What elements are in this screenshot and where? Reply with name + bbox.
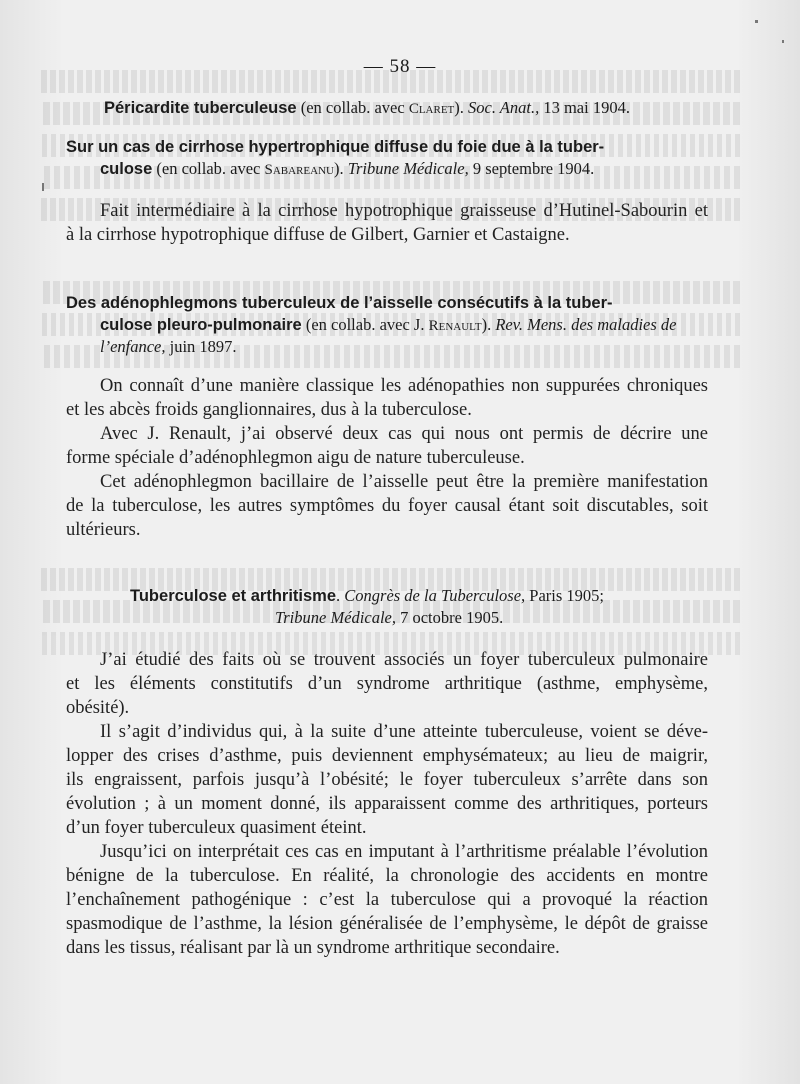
journal-name: Soc. Anat., [468, 98, 540, 117]
paragraph-line: de la tuberculose, les autres symptômes du foyer causal étant soit discutables, soit [66, 496, 708, 516]
paragraph-line: spasmodique de l’asthme, la lésion généralisée de l’emphysème, le dépôt de graisse [66, 914, 708, 934]
paragraph-line: à la cirrhose hypotrophique diffuse de Gilbert, Garnier et Castaigne. [66, 225, 570, 245]
journal-name: Tribune Médicale, [275, 608, 396, 627]
journal-name: Rev. Mens. des maladies de [495, 315, 677, 334]
paragraph-line: lopper des crises d’asthme, puis deviennent emphysémateux; au lieu de maigrir, [66, 746, 708, 766]
paragraph-line: d’un foyer tuberculeux quasiment éteint. [66, 818, 367, 838]
paragraph-line: Avec J. Renault, j’ai observé deux cas qui nous ont permis de décrire une [100, 424, 708, 444]
entry-cirrhose [66, 136, 708, 180]
paragraph-line: et les abcès froids ganglionnaires, dus à la tuberculose. [66, 400, 472, 420]
paragraph-line: l’enchaînement pathogénique : c’est la tuberculose qui a provoqué la réaction [66, 890, 708, 910]
paragraph-line: On connaît d’une manière classique les adénopathies non suppurées chroniques [100, 376, 708, 396]
entry-arthritisme [130, 585, 690, 629]
scan-speck [755, 20, 758, 23]
journal-name: Congrès de la Tuberculose, [344, 586, 526, 605]
paragraph-line: bénigne de la tuberculose. En réalité, la chronologie des accidents en montre [66, 866, 708, 886]
entry-title: Tuberculose et arthritisme [130, 587, 337, 605]
entry-adenophlegmons [66, 292, 708, 358]
entry-title-line: Sur un cas de cirrhose hypertrophique diffuse du foie due à la tuber- [66, 138, 605, 156]
paragraph-line: ils engraissent, parfois jusqu’à l’obésité; le foyer tuberculeux s’arrête dans son [66, 770, 708, 790]
paragraph-line: Fait intermédiaire à la cirrhose hypotrophique graisseuse d’Hutinel-Sabourin et [100, 201, 708, 221]
entry-citation: (en collab. avec Claret). Soc. Anat., 13 mai 1904. [296, 98, 630, 117]
paragraph-line: Il s’agit d’individus qui, à la suite d’une atteinte tuberculeuse, voient se déve- [100, 722, 708, 742]
paragraph-line: obésité). [66, 698, 130, 718]
entry-title-line: culose [100, 160, 153, 178]
coauthor: Claret [408, 101, 455, 117]
entry-title: Péricardite tuberculeuse [104, 99, 297, 117]
entry-cirrhose-body [66, 199, 708, 247]
citation-date: 7 octobre 1905. [395, 608, 504, 627]
coauthor: Renault [428, 318, 482, 334]
coauthor: Sabareanu [264, 162, 334, 178]
paragraph-line: dans les tissus, réalisant par là un syndrome arthritique secondaire. [66, 938, 560, 958]
entry-arthritisme-body [66, 648, 708, 960]
paragraph-line: Cet adénophlegmon bacillaire de l’aisselle peut être la première manifestation [100, 472, 708, 492]
citation-date: juin 1897. [165, 337, 237, 356]
entry-title-line: Des adénophlegmons tuberculeux de l’aisselle consécutifs à la tuber- [66, 294, 613, 312]
page-number: — 58 — [363, 56, 437, 77]
paragraph-line: ultérieurs. [66, 520, 141, 540]
paragraph-line: forme spéciale d’adénophlegmon aigu de nature tuberculeuse. [66, 448, 525, 468]
paragraph-line: J’ai étudié des faits où se trouvent associés un foyer tuberculeux pulmonaire [100, 650, 708, 670]
entry-title-line: culose pleuro-pulmonaire [100, 316, 302, 334]
paragraph-line: Jusqu’ici on interprétait ces cas en imputant à l’arthritisme préalable l’évolution [100, 842, 708, 862]
entry-adenophlegmons-body [66, 374, 708, 542]
entry-pericardite [104, 97, 704, 119]
entry-citation: (en collab. avec J. Renault). Rev. Mens. des maladies de [301, 315, 677, 334]
paragraph-line: et les éléments constitutifs d’un syndrome arthritique (asthme, emphysème, [66, 674, 708, 694]
journal-name: l’enfance, [100, 337, 166, 356]
paragraph-line: évolution ; à un moment donné, ils apparaissent comme des arthritiques, porteurs [66, 794, 708, 814]
scan-speck [782, 40, 784, 43]
journal-name: Tribune Médicale, [347, 159, 469, 178]
scan-speck [42, 183, 44, 191]
entry-citation: (en collab. avec Sabareanu). Tribune Médicale, 9 septembre 1904. [152, 159, 595, 178]
entry-citation: . Congrès de la Tuberculose, Paris 1905; [336, 586, 604, 605]
